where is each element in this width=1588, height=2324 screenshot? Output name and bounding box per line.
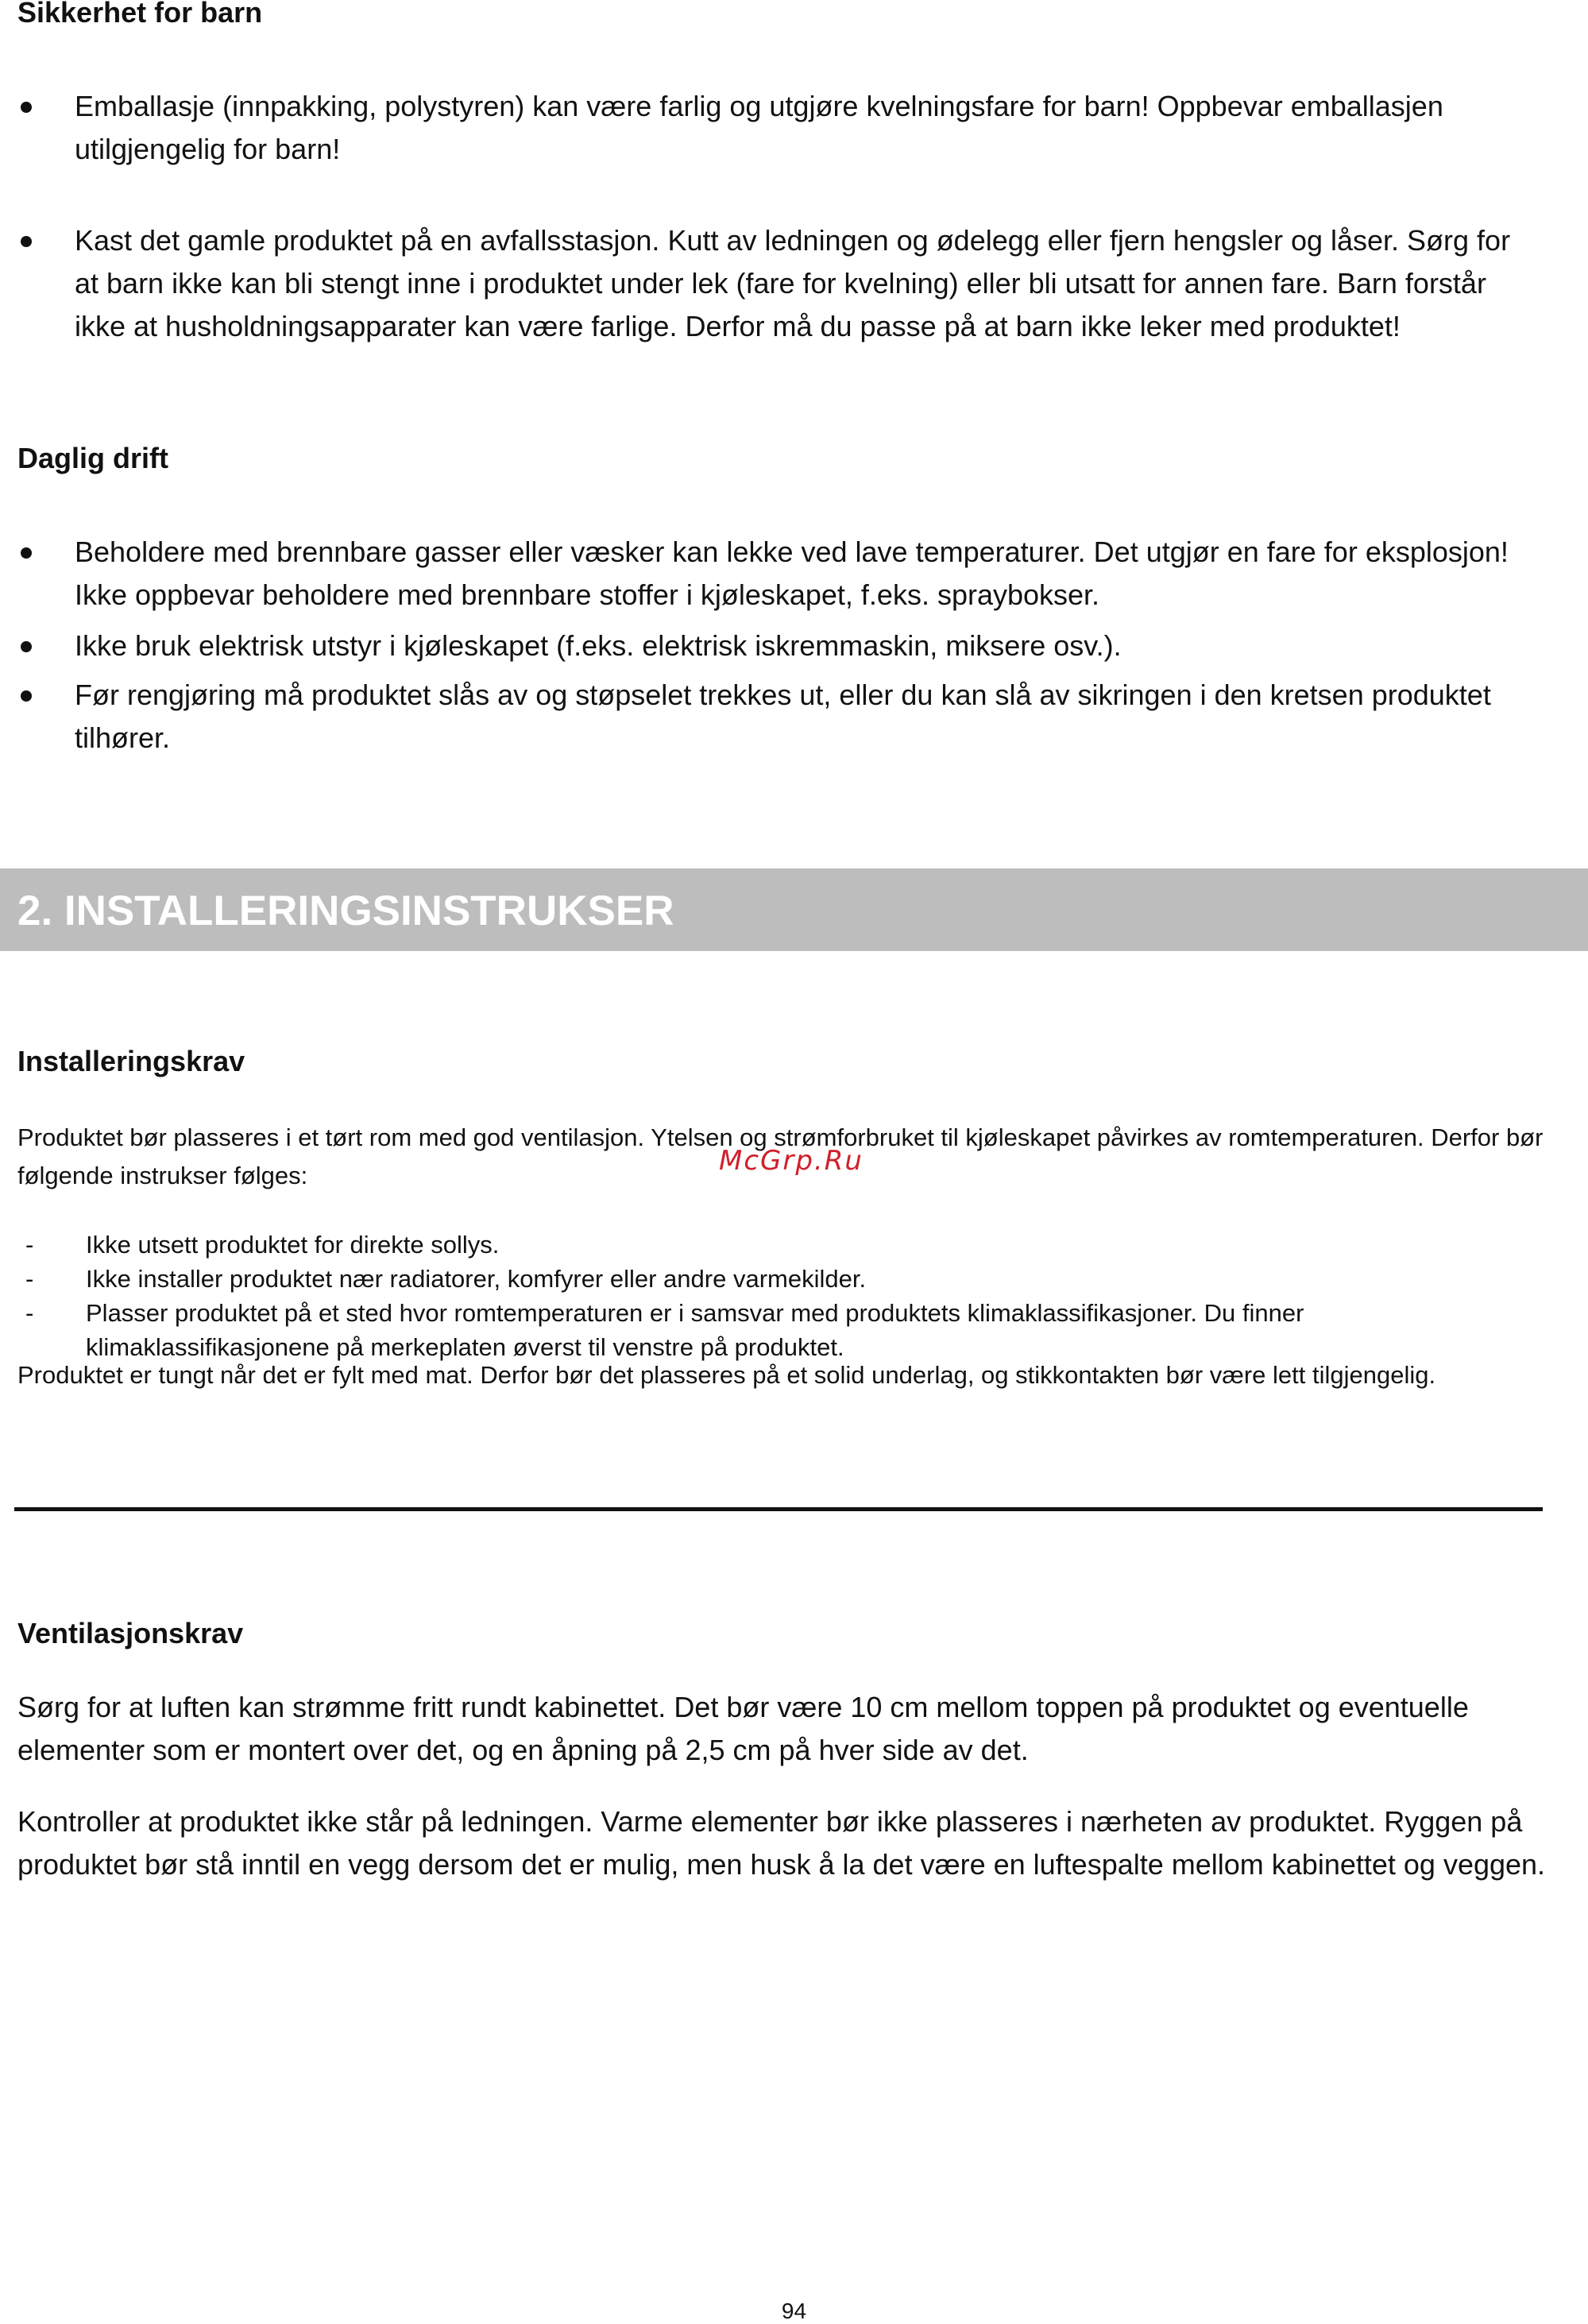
list-item bbox=[17, 1262, 1551, 1296]
watermark-logo: McGrp.Ru bbox=[719, 1145, 864, 1177]
list-item-text: Ikke utsett produktet for direkte sollys. bbox=[86, 1231, 500, 1259]
daily-operation-list bbox=[17, 531, 1535, 617]
page-number: 94 bbox=[781, 2299, 807, 2323]
bullet-icon bbox=[21, 547, 32, 559]
bullet-icon bbox=[21, 641, 32, 652]
ventilation-paragraph-2: Kontroller at produktet ikke står på ledningen. Varme elementer bør ikke plasseres i nærheten av produktet. Ryggen på produktet bør stå inntil en vegg dersom det er mulig, men husk å la det være en luftespalte mellom kabinettet og veggen. bbox=[17, 1805, 1546, 1881]
list-item bbox=[17, 1296, 1551, 1364]
section-title: 2. INSTALLERINGSINSTRUKSER bbox=[17, 887, 674, 934]
heading-child-safety: Sikkerhet for barn bbox=[17, 0, 263, 29]
installation-outro: Produktet er tungt når det er fylt med mat. Derfor bør det plasseres på et solid underlag, og stikkontakten bør være lett tilgjengelig. bbox=[17, 1361, 1436, 1389]
list-item bbox=[17, 85, 1535, 171]
heading-ventilation-requirements: Ventilasjonskrav bbox=[17, 1617, 244, 1649]
list-item-text: Kast det gamle produktet på en avfallsstasjon. Kutt av ledningen og ødelegg eller fjern hengsler og låser. Sørg for at barn ikke kan bli stengt inne i produktet under lek (fare for kvelning) eller bli utsatt for annen fare. Barn forstår ikke at husholdningsapparater kan være farlige. Derfor må du passe på at barn ikke leker med produktet! bbox=[75, 224, 1511, 342]
ventilation-paragraph-1: Sørg for at luften kan strømme fritt rundt kabinettet. Det bør være 10 cm mellom toppen på produktet og eventuelle elementer som er montert over det, og en åpning på 2,5 cm på hver side av det. bbox=[17, 1691, 1469, 1766]
list-item-text: Beholdere med brennbare gasser eller væsker kan lekke ved lave temperaturer. Det utgjør en fare for eksplosjon! Ikke oppbevar beholdere med brennbare stoffer i kjøleskapet, f.eks. spraybokser. bbox=[75, 536, 1509, 611]
list-item-text: Emballasje (innpakking, polystyren) kan være farlig og utgjøre kvelningsfare for barn! Oppbevar emballasjen utilgjengelig for barn! bbox=[75, 90, 1443, 165]
dash-icon: - bbox=[25, 1299, 34, 1327]
list-item bbox=[17, 1228, 1551, 1262]
bullet-icon bbox=[21, 690, 32, 702]
dash-icon: - bbox=[25, 1265, 34, 1293]
list-item bbox=[17, 625, 1535, 667]
divider bbox=[14, 1507, 1543, 1511]
list-item bbox=[17, 674, 1535, 760]
list-item bbox=[17, 219, 1535, 348]
bullet-icon bbox=[21, 236, 32, 247]
installation-dash-list bbox=[17, 1228, 1551, 1364]
installation-intro: Produktet bør plasseres i et tørt rom med god ventilasjon. Ytelsen og strømforbruket til kjøleskapet påvirkes av romtemperaturen. Derfor bør følgende instrukser følges: bbox=[17, 1123, 1544, 1189]
list-item-text: Ikke bruk elektrisk utstyr i kjøleskapet (f.eks. elektrisk iskremmaskin, miksere osv.). bbox=[75, 629, 1122, 662]
child-safety-list bbox=[17, 85, 1535, 171]
list-item-text: Plasser produktet på et sted hvor romtemperaturen er i samsvar med produktets klimaklassifikasjoner. Du finner klimaklassifikasjonene på merkeplaten øverst til venstre på produktet. bbox=[86, 1299, 1304, 1361]
heading-daily-operation: Daglig drift bbox=[17, 442, 168, 474]
heading-installation-requirements: Installeringskrav bbox=[17, 1045, 245, 1077]
section-banner bbox=[0, 868, 1588, 951]
dash-icon: - bbox=[25, 1231, 34, 1259]
list-item bbox=[17, 531, 1535, 617]
child-safety-list-2 bbox=[17, 219, 1535, 348]
daily-operation-list-2 bbox=[17, 625, 1535, 667]
list-item-text: Før rengjøring må produktet slås av og støpselet trekkes ut, eller du kan slå av sikringen i den kretsen produktet tilhører. bbox=[75, 679, 1491, 754]
list-item-text: Ikke installer produktet nær radiatorer, komfyrer eller andre varmekilder. bbox=[86, 1265, 867, 1293]
daily-operation-list-3 bbox=[17, 674, 1535, 760]
bullet-icon bbox=[21, 102, 32, 113]
